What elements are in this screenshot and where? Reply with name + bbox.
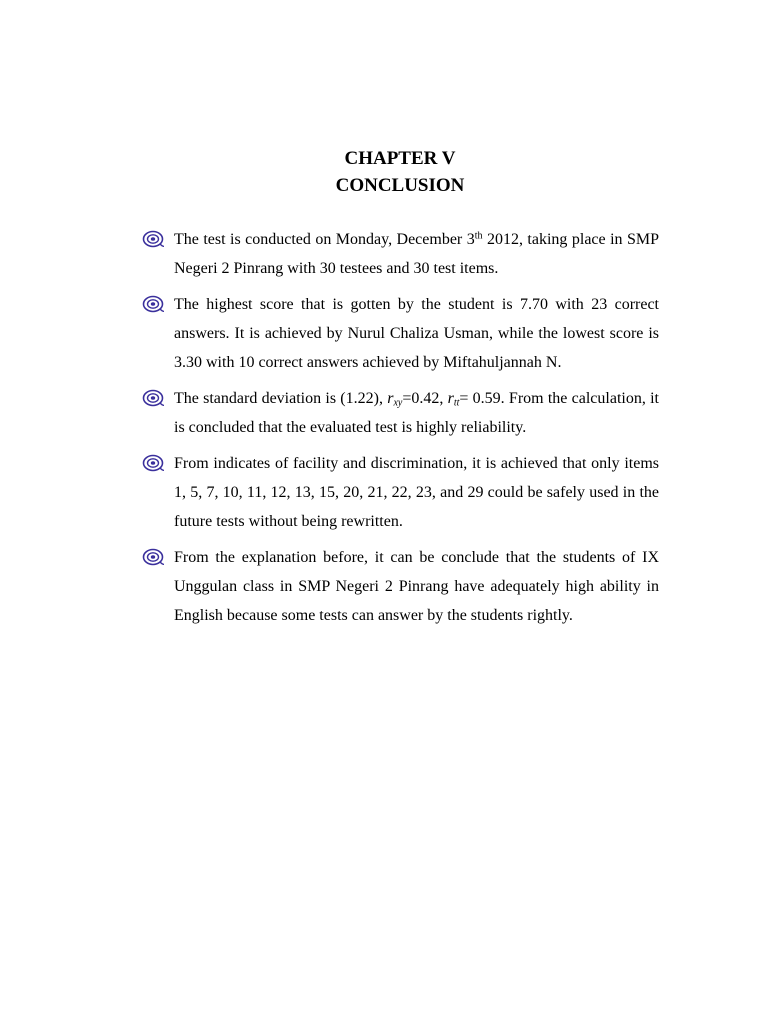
conclusion-item-3 bbox=[142, 384, 659, 442]
conclusion-item-1 bbox=[142, 225, 659, 283]
conclusion-item-2 bbox=[142, 290, 659, 377]
conclusion-item-5 bbox=[142, 543, 659, 630]
item-text: From indicates of facility and discrimination, it is achieved that only items 1, 5, 7, 10, 11, 12, 13, 15, 20, 21, 22, 23, and 29 could be safely used in the future tests without being rewritten. bbox=[174, 455, 659, 530]
conclusion-list bbox=[142, 225, 659, 637]
spiral-at-bullet-icon bbox=[142, 389, 164, 407]
chapter-heading bbox=[0, 145, 768, 199]
spiral-at-bullet-icon bbox=[142, 548, 164, 566]
chapter-number: CHAPTER V bbox=[344, 148, 456, 169]
chapter-title: CONCLUSION bbox=[335, 175, 465, 196]
spiral-at-bullet-icon bbox=[142, 295, 164, 313]
item-text: From the explanation before, it can be conclude that the students of IX Unggulan class in SMP Negeri 2 Pinrang have adequately high ability in English because some tests can answer by the students rightly. bbox=[174, 549, 659, 624]
item-text: The test is conducted on Monday, December 3th 2012, taking place in SMP Negeri 2 Pinrang with 30 testees and 30 test items. bbox=[174, 230, 659, 277]
spiral-at-bullet-icon bbox=[142, 230, 164, 248]
item-text: The highest score that is gotten by the student is 7.70 with 23 correct answers. It is achieved by Nurul Chaliza Usman, while the lowest score is 3.30 with 10 correct answers achieved by Miftahuljannah N. bbox=[174, 296, 659, 371]
item-text: The standard deviation is (1.22), $r_{xy}=0.42$, $r_{tt}= 0.59$. From the calculation, it is concluded that the evaluated test is highly reliability. bbox=[174, 390, 659, 436]
spiral-at-bullet-icon bbox=[142, 454, 164, 472]
conclusion-item-4 bbox=[142, 449, 659, 536]
